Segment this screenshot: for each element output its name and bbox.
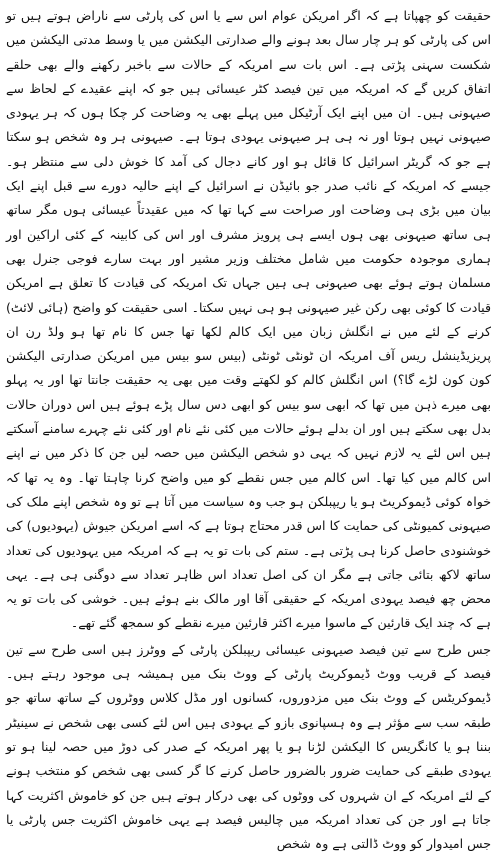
article-paragraph-1: حقیقت کو چھپاتا ہے کہ اگر امریکن عوام اس سے یا اس کی پارٹی سے ناراض ہوتے ہیں تو اس کی پارٹی کو ہر چار سال بعد ہونے والے صدارتی الیکشن میں یا وسط مدتی الیکشن میں شکست سہنی پڑتی ہے۔ اس بات سے امریکہ کے حالات سے باخبر رکھنے والے بھی حلقے اتفاق کریں گے کہ امریکہ میں تین فیصد کٹر عیسائی ہیں جو کہ اپنے عقیدے کے لحاظ سے صیہونی ہیں۔ ان میں اپنے ایک آرٹیکل میں پہلے بھی یہ وضاحت کر چکا ہوں کہ ہر یہودی صیہونی نہیں ہوتا اور نہ ہی ہر صیہونی یہودی ہوتا ہے۔ صیہونی ہر وہ شخص ہو سکتا ہے جو کہ گریٹر اسرائیل کا قائل ہو اور کانے دجال کی آمد کا خوش دلی سے منتظر ہو۔ جیسے کہ امریکہ کے نائب صدر جو بائیڈن نے اسرائیل کے اپنے حالیہ دورے سے قبل اپنے ایک بیان میں بڑی ہی وضاحت اور صراحت سے کہا تھا کہ میں عقیدتاً عیسائی ہوں مگر ساتھ ہی ساتھ صیہونی بھی ہوں ایسے ہی پرویز مشرف اور اس کی کابینہ کے کئی اراکین اور ہماری موجودہ حکومت میں شامل مختلف وزیر مشیر اور بہت سارے فوجی جنرل بھی مسلمان ہوتے ہوئے بھی صیہونی ہی ہیں جہاں تک امریکہ کی قیادت کا تعلق ہے امریکن قیادت کا کوئی بھی رکن غیر صیہونی ہو ہی نہیں سکتا۔ اسی حقیقت کو واضح (ہائی لائٹ) کرنے کے لئے میں نے انگلش زبان میں ایک کالم لکھا تھا جس کا نام تھا ہو ولڈ رن ان پریزیڈینشل ریس آف امریکہ ان ٹونٹی ٹونٹی (بیس سو بیس میں امریکن صدارتی الیکشن کون کون لڑے گا؟) اس انگلش کالم کو لکھتے وقت میں بھی یہ حقیقت جانتا تھا اور یہ پہلو بھی میرے ذہن میں تھا کہ ابھی سو بیس کو ابھی دس سال پڑے ہوئے ہیں اس دوران حالات بدل بھی سکتے ہیں اور ان بدلے ہوئے حالات میں کئی نئے نام اور کئی نئے چہرے سامنے آسکتے ہیں اس لئے یہ لازم نہیں کہ یہی دو شخص الیکشن میں حصہ لیں جن کا ذکر میں نے اپنے اس کالم میں کیا تھا۔ اس کالم میں جس نقطے کو میں واضح کرنا چاہتا تھا۔ وہ یہ تھا کہ خواہ کوئی ڈیموکریٹ ہو یا ریپبلکن ہو جب وہ سیاست میں آتا ہے تو وہ شخص اپنے ملک کی صیہونی کمیونٹی کی حمایت کا اس قدر محتاج ہوتا ہے کہ اسے امریکن جیوش (یہودیوں) کی خوشنودی حاصل کرنا ہی پڑتی ہے۔ ستم کی بات تو یہ ہے کہ امریکہ میں یہودیوں کی تعداد ساتھ لاکھ بتائی جاتی ہے مگر ان کی اصل تعداد اس ظاہر تعداد سے دوگنی ہی ہے۔ یہی محض چھ فیصد یہودی امریکہ کے حقیقی آقا اور مالک بنے ہوئے ہیں۔ خوشی کی بات تو یہ ہے کہ چند ایک قارئین کے ماسوا میرے اکثر قارئین میرے نقطے کو سمجھ گئے تھے۔: [6, 8, 491, 631]
article-paragraph-2: جس طرح سے تین فیصد صیہونی عیسائی ریپبلکن پارٹی کے ووٹرز ہیں اسی طرح سے تین فیصد کے قریب ووٹ ڈیموکریٹ پارٹی کے ووٹ بنک میں ہمیشہ ہی موجود رہتے ہیں۔ ڈیموکریٹس کے ووٹ بنک میں مزدوروں، کسانوں اور مڈل کلاس ووٹروں کے ساتھ ساتھ جو طبقہ سب سے مؤثر ہے وہ ہسپانوی بازو کے یہودی ہیں اس لئے کسی بھی شخص نے سینیٹر بننا ہو یا کانگریس کا الیکشن لڑنا ہو یا پھر امریکہ کے صدر کی دوڑ میں حصہ لینا ہو تو یہودی طبقے کی حمایت ضرور بالضرور حاصل کرنے کا گر کسی بھی شخص کو منتخب ہونے کے لئے امریکہ کے ان شہروں کی ووٹوں کی بھی درکار ہوتے ہیں جن کو خاموش اکثریت کہا جاتا ہے اور جن کی تعداد امریکہ میں چالیس فیصد ہے یہی خاموش اکثریت جس پارٹی یا جس امیدوار کو ووٹ ڈالتی ہے وہ شخص: [6, 641, 491, 852]
